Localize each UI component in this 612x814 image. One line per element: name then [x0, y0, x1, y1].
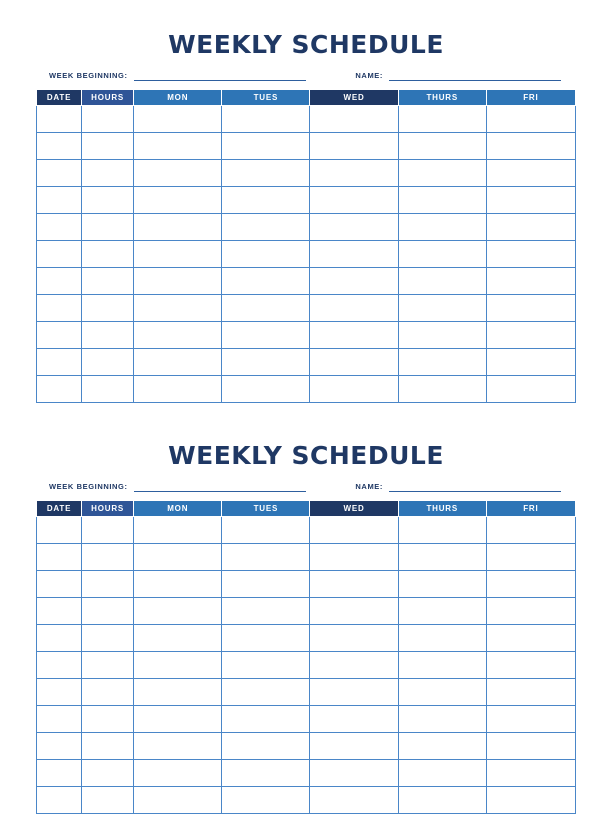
cell-thurs-1[interactable]: [398, 517, 486, 544]
cell-wed-2[interactable]: [310, 133, 398, 160]
cell-tues-3[interactable]: [222, 571, 310, 598]
cell-thurs-6[interactable]: [398, 241, 486, 268]
cell-wed-5[interactable]: [310, 625, 398, 652]
cell-thurs-10[interactable]: [398, 349, 486, 376]
cell-date-6[interactable]: [37, 652, 82, 679]
cell-fri-6[interactable]: [486, 652, 575, 679]
column-header-fri-2: FRI: [486, 501, 575, 517]
cell-wed-2[interactable]: [310, 544, 398, 571]
cell-thurs-8[interactable]: [398, 295, 486, 322]
cell-thurs-2[interactable]: [398, 133, 486, 160]
table-row: [37, 214, 576, 241]
cell-tues-7[interactable]: [222, 268, 310, 295]
column-header-thurs: THURS: [398, 90, 486, 106]
page-title-2: WEEKLY SCHEDULE: [168, 441, 444, 470]
table-row: [37, 706, 576, 733]
cell-thurs-3[interactable]: [398, 160, 486, 187]
week-beginning-field: [49, 71, 306, 81]
cell-fri-7[interactable]: [486, 679, 575, 706]
cell-wed-10[interactable]: [310, 349, 398, 376]
cell-wed-7[interactable]: [310, 268, 398, 295]
cell-wed-5[interactable]: [310, 214, 398, 241]
cell-fri-11[interactable]: [486, 376, 575, 403]
cell-thurs-4[interactable]: [398, 187, 486, 214]
weekly-schedule-block-1: [36, 0, 576, 403]
cell-date-8[interactable]: [37, 295, 82, 322]
cell-wed-9[interactable]: [310, 322, 398, 349]
cell-fri-5[interactable]: [486, 625, 575, 652]
column-header-thurs-2: THURS: [398, 501, 486, 517]
cell-tues-9[interactable]: [222, 322, 310, 349]
table-row: [37, 625, 576, 652]
schedule-body-1: [37, 106, 576, 403]
cell-hours-10[interactable]: [82, 349, 134, 376]
cell-wed-3[interactable]: [310, 571, 398, 598]
cell-thurs-10[interactable]: [398, 760, 486, 787]
cell-tues-5[interactable]: [222, 214, 310, 241]
cell-hours-6[interactable]: [82, 241, 134, 268]
table-row: [37, 295, 576, 322]
schedule-table-2: [36, 500, 576, 814]
column-header-fri: FRI: [486, 90, 575, 106]
table-row: [37, 241, 576, 268]
cell-date-10[interactable]: [37, 349, 82, 376]
cell-wed-8[interactable]: [310, 295, 398, 322]
cell-hours-2[interactable]: [82, 133, 134, 160]
cell-tues-10[interactable]: [222, 760, 310, 787]
week-beginning-input[interactable]: [134, 71, 306, 81]
cell-fri-3[interactable]: [486, 571, 575, 598]
cell-fri-8[interactable]: [486, 706, 575, 733]
cell-mon-7[interactable]: [134, 679, 222, 706]
cell-hours-11[interactable]: [82, 787, 134, 814]
cell-mon-7[interactable]: [134, 268, 222, 295]
cell-fri-2[interactable]: [486, 544, 575, 571]
cell-wed-8[interactable]: [310, 706, 398, 733]
table-header-row-2: [37, 501, 576, 517]
cell-thurs-6[interactable]: [398, 652, 486, 679]
cell-fri-5[interactable]: [486, 214, 575, 241]
table-row: [37, 679, 576, 706]
cell-date-9[interactable]: [37, 733, 82, 760]
column-header-wed: WED: [310, 90, 398, 106]
table-row: [37, 571, 576, 598]
cell-mon-11[interactable]: [134, 787, 222, 814]
cell-mon-10[interactable]: [134, 349, 222, 376]
name-label-2: NAME:: [355, 482, 383, 491]
cell-date-5[interactable]: [37, 214, 82, 241]
cell-tues-5[interactable]: [222, 625, 310, 652]
table-header-row: [37, 90, 576, 106]
table-row: [37, 760, 576, 787]
table-row: [37, 787, 576, 814]
cell-hours-5[interactable]: [82, 625, 134, 652]
cell-date-5[interactable]: [37, 625, 82, 652]
cell-tues-7[interactable]: [222, 679, 310, 706]
schedule-body-2: [37, 517, 576, 814]
cell-hours-4[interactable]: [82, 598, 134, 625]
cell-date-6[interactable]: [37, 241, 82, 268]
cell-hours-2[interactable]: [82, 544, 134, 571]
cell-mon-11[interactable]: [134, 376, 222, 403]
table-row: [37, 376, 576, 403]
cell-tues-8[interactable]: [222, 295, 310, 322]
cell-mon-8[interactable]: [134, 295, 222, 322]
table-row: [37, 106, 576, 133]
cell-thurs-7[interactable]: [398, 268, 486, 295]
column-header-date: DATE: [37, 90, 82, 106]
week-beginning-input-2[interactable]: [134, 482, 306, 492]
cell-fri-4[interactable]: [486, 187, 575, 214]
cell-date-8[interactable]: [37, 706, 82, 733]
cell-fri-2[interactable]: [486, 133, 575, 160]
cell-hours-5[interactable]: [82, 214, 134, 241]
cell-tues-3[interactable]: [222, 160, 310, 187]
cell-tues-2[interactable]: [222, 544, 310, 571]
table-row: [37, 598, 576, 625]
week-beginning-label-2: WEEK BEGINNING:: [49, 482, 128, 491]
cell-tues-1[interactable]: [222, 106, 310, 133]
cell-wed-10[interactable]: [310, 760, 398, 787]
name-field: [355, 71, 561, 81]
cell-wed-1[interactable]: [310, 517, 398, 544]
cell-mon-4[interactable]: [134, 187, 222, 214]
cell-thurs-8[interactable]: [398, 706, 486, 733]
table-row: [37, 160, 576, 187]
cell-wed-11[interactable]: [310, 376, 398, 403]
cell-date-2[interactable]: [37, 133, 82, 160]
cell-wed-7[interactable]: [310, 679, 398, 706]
cell-hours-1[interactable]: [82, 106, 134, 133]
cell-mon-2[interactable]: [134, 544, 222, 571]
cell-thurs-11[interactable]: [398, 376, 486, 403]
cell-thurs-11[interactable]: [398, 787, 486, 814]
table-row: [37, 517, 576, 544]
meta-row-2: [36, 482, 576, 492]
cell-wed-11[interactable]: [310, 787, 398, 814]
table-row: [37, 349, 576, 376]
cell-wed-3[interactable]: [310, 160, 398, 187]
table-row: [37, 268, 576, 295]
name-field-2: [355, 482, 561, 492]
cell-mon-1[interactable]: [134, 106, 222, 133]
cell-tues-1[interactable]: [222, 517, 310, 544]
weekly-schedule-block-2: [36, 403, 576, 814]
cell-hours-11[interactable]: [82, 376, 134, 403]
cell-hours-3[interactable]: [82, 571, 134, 598]
cell-mon-9[interactable]: [134, 322, 222, 349]
column-header-hours-2: HOURS: [82, 501, 134, 517]
cell-hours-6[interactable]: [82, 652, 134, 679]
cell-thurs-2[interactable]: [398, 544, 486, 571]
cell-mon-5[interactable]: [134, 214, 222, 241]
table-row: [37, 187, 576, 214]
cell-thurs-7[interactable]: [398, 679, 486, 706]
cell-date-1[interactable]: [37, 517, 82, 544]
cell-wed-6[interactable]: [310, 652, 398, 679]
cell-thurs-9[interactable]: [398, 322, 486, 349]
cell-mon-2[interactable]: [134, 133, 222, 160]
week-beginning-label: WEEK BEGINNING:: [49, 71, 128, 80]
column-header-tues-2: TUES: [222, 501, 310, 517]
cell-wed-9[interactable]: [310, 733, 398, 760]
cell-date-7[interactable]: [37, 268, 82, 295]
cell-hours-9[interactable]: [82, 733, 134, 760]
cell-hours-3[interactable]: [82, 160, 134, 187]
cell-fri-1[interactable]: [486, 106, 575, 133]
cell-tues-6[interactable]: [222, 241, 310, 268]
meta-row: [36, 71, 576, 81]
cell-fri-8[interactable]: [486, 295, 575, 322]
table-row: [37, 544, 576, 571]
cell-wed-1[interactable]: [310, 106, 398, 133]
cell-date-4[interactable]: [37, 187, 82, 214]
cell-date-1[interactable]: [37, 106, 82, 133]
cell-mon-1[interactable]: [134, 517, 222, 544]
cell-tues-9[interactable]: [222, 733, 310, 760]
name-input[interactable]: [389, 71, 561, 81]
cell-date-11[interactable]: [37, 376, 82, 403]
cell-mon-3[interactable]: [134, 160, 222, 187]
cell-fri-11[interactable]: [486, 787, 575, 814]
cell-mon-6[interactable]: [134, 652, 222, 679]
cell-date-10[interactable]: [37, 760, 82, 787]
cell-hours-7[interactable]: [82, 679, 134, 706]
cell-tues-11[interactable]: [222, 376, 310, 403]
column-header-tues: TUES: [222, 90, 310, 106]
cell-date-2[interactable]: [37, 544, 82, 571]
cell-fri-9[interactable]: [486, 322, 575, 349]
cell-hours-8[interactable]: [82, 706, 134, 733]
week-beginning-field-2: [49, 482, 306, 492]
cell-mon-4[interactable]: [134, 598, 222, 625]
cell-thurs-9[interactable]: [398, 733, 486, 760]
cell-mon-5[interactable]: [134, 625, 222, 652]
cell-date-3[interactable]: [37, 571, 82, 598]
cell-tues-11[interactable]: [222, 787, 310, 814]
column-header-wed-2: WED: [310, 501, 398, 517]
cell-wed-4[interactable]: [310, 187, 398, 214]
name-label: NAME:: [355, 71, 383, 80]
table-row: [37, 133, 576, 160]
cell-date-4[interactable]: [37, 598, 82, 625]
cell-fri-10[interactable]: [486, 349, 575, 376]
cell-date-3[interactable]: [37, 160, 82, 187]
cell-hours-7[interactable]: [82, 268, 134, 295]
cell-hours-8[interactable]: [82, 295, 134, 322]
cell-fri-1[interactable]: [486, 517, 575, 544]
cell-fri-9[interactable]: [486, 733, 575, 760]
table-row: [37, 733, 576, 760]
cell-thurs-3[interactable]: [398, 571, 486, 598]
column-header-mon: MON: [134, 90, 222, 106]
name-input-2[interactable]: [389, 482, 561, 492]
cell-wed-6[interactable]: [310, 241, 398, 268]
table-row: [37, 322, 576, 349]
cell-date-7[interactable]: [37, 679, 82, 706]
cell-tues-10[interactable]: [222, 349, 310, 376]
cell-hours-4[interactable]: [82, 187, 134, 214]
cell-mon-8[interactable]: [134, 706, 222, 733]
table-row: [37, 652, 576, 679]
cell-thurs-1[interactable]: [398, 106, 486, 133]
cell-thurs-4[interactable]: [398, 598, 486, 625]
page-title: WEEKLY SCHEDULE: [168, 30, 444, 59]
cell-fri-3[interactable]: [486, 160, 575, 187]
cell-mon-9[interactable]: [134, 733, 222, 760]
column-header-hours: HOURS: [82, 90, 134, 106]
cell-mon-10[interactable]: [134, 760, 222, 787]
schedule-table-1: [36, 89, 576, 403]
cell-fri-10[interactable]: [486, 760, 575, 787]
cell-date-9[interactable]: [37, 322, 82, 349]
cell-tues-4[interactable]: [222, 598, 310, 625]
cell-tues-4[interactable]: [222, 187, 310, 214]
cell-mon-3[interactable]: [134, 571, 222, 598]
cell-fri-7[interactable]: [486, 268, 575, 295]
cell-hours-1[interactable]: [82, 517, 134, 544]
cell-tues-6[interactable]: [222, 652, 310, 679]
cell-hours-9[interactable]: [82, 322, 134, 349]
cell-tues-2[interactable]: [222, 133, 310, 160]
cell-mon-6[interactable]: [134, 241, 222, 268]
cell-thurs-5[interactable]: [398, 625, 486, 652]
cell-fri-4[interactable]: [486, 598, 575, 625]
cell-date-11[interactable]: [37, 787, 82, 814]
cell-wed-4[interactable]: [310, 598, 398, 625]
cell-fri-6[interactable]: [486, 241, 575, 268]
cell-tues-8[interactable]: [222, 706, 310, 733]
cell-hours-10[interactable]: [82, 760, 134, 787]
column-header-date-2: DATE: [37, 501, 82, 517]
cell-thurs-5[interactable]: [398, 214, 486, 241]
column-header-mon-2: MON: [134, 501, 222, 517]
